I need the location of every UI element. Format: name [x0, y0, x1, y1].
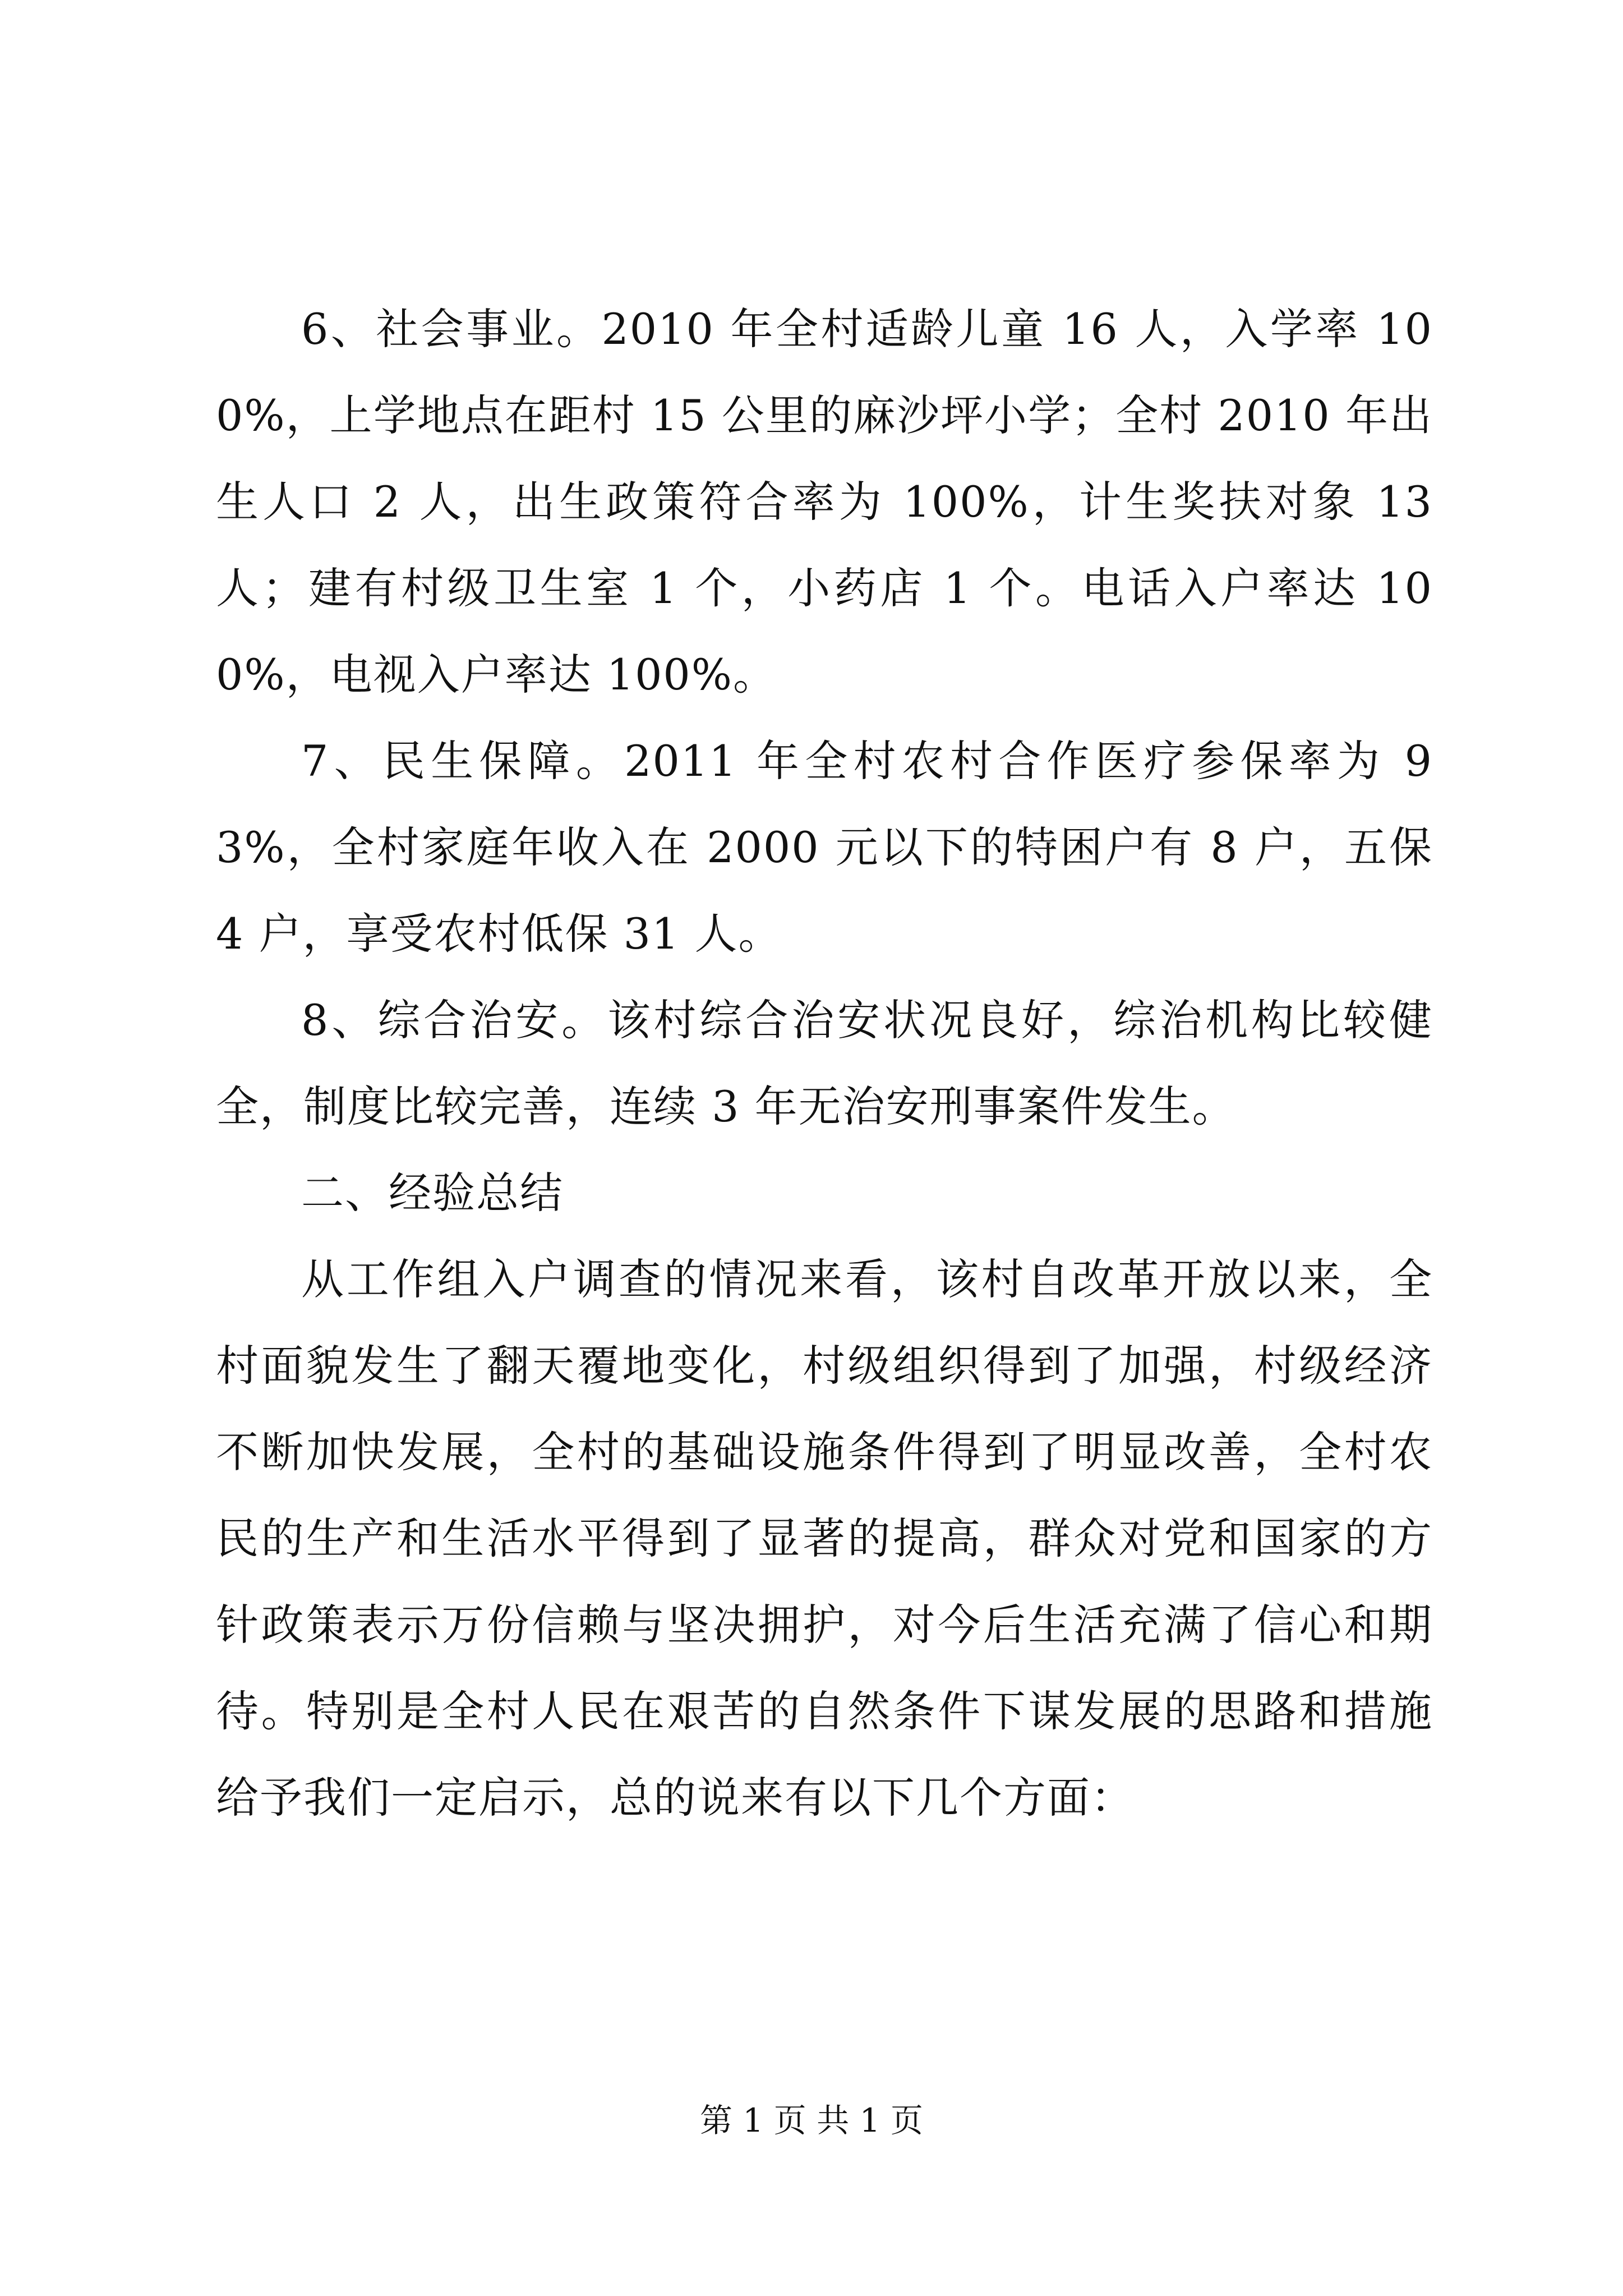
document-body: [216, 286, 1433, 1841]
paragraph-summary: 从工作组入户调查的情况来看，该村自改革开放以来，全村面貌发生了翻天覆地变化，村级组织得到了加强，村级经济不断加快发展，全村的基础设施条件得到了明显改善，全村农民的生产和生活水平得到了显著的提高，群众对党和国家的方针政策表示万份信赖与坚决拥护，对今后生活充满了信心和期待。特别是全村人民在艰苦的自然条件下谋发展的思路和措施给予我们一定启示，总的说来有以下几个方面：: [216, 1254, 1433, 1823]
page-footer: 第 1 页 共 1 页: [700, 2101, 923, 2139]
paragraph-livelihood: 7、民生保障。2011 年全村农村合作医疗参保率为 93%，全村家庭年收入在 2000 元以下的特困户有 8 户，五保 4 户，享受农村低保 31 人。: [216, 736, 1433, 959]
section-heading: 二、经验总结: [301, 1168, 564, 1218]
paragraph-social-affairs: 6、社会事业。2010 年全村适龄儿童 16 人，入学率 100%，上学地点在距村 15 公里的麻沙坪小学；全村 2010 年出生人口 2 人，出生政策符合率为 100%，计生奖扶对象 13 人；建有村级卫生室 1 个，小药店 1 个。电话入户率达 100%，电视入户率达 100%。: [216, 304, 1433, 700]
paragraph-public-security: 8、综合治安。该村综合治安状况良好，综治机构比较健全，制度比较完善，连续 3 年无治安刑事案件发生。: [216, 995, 1433, 1131]
